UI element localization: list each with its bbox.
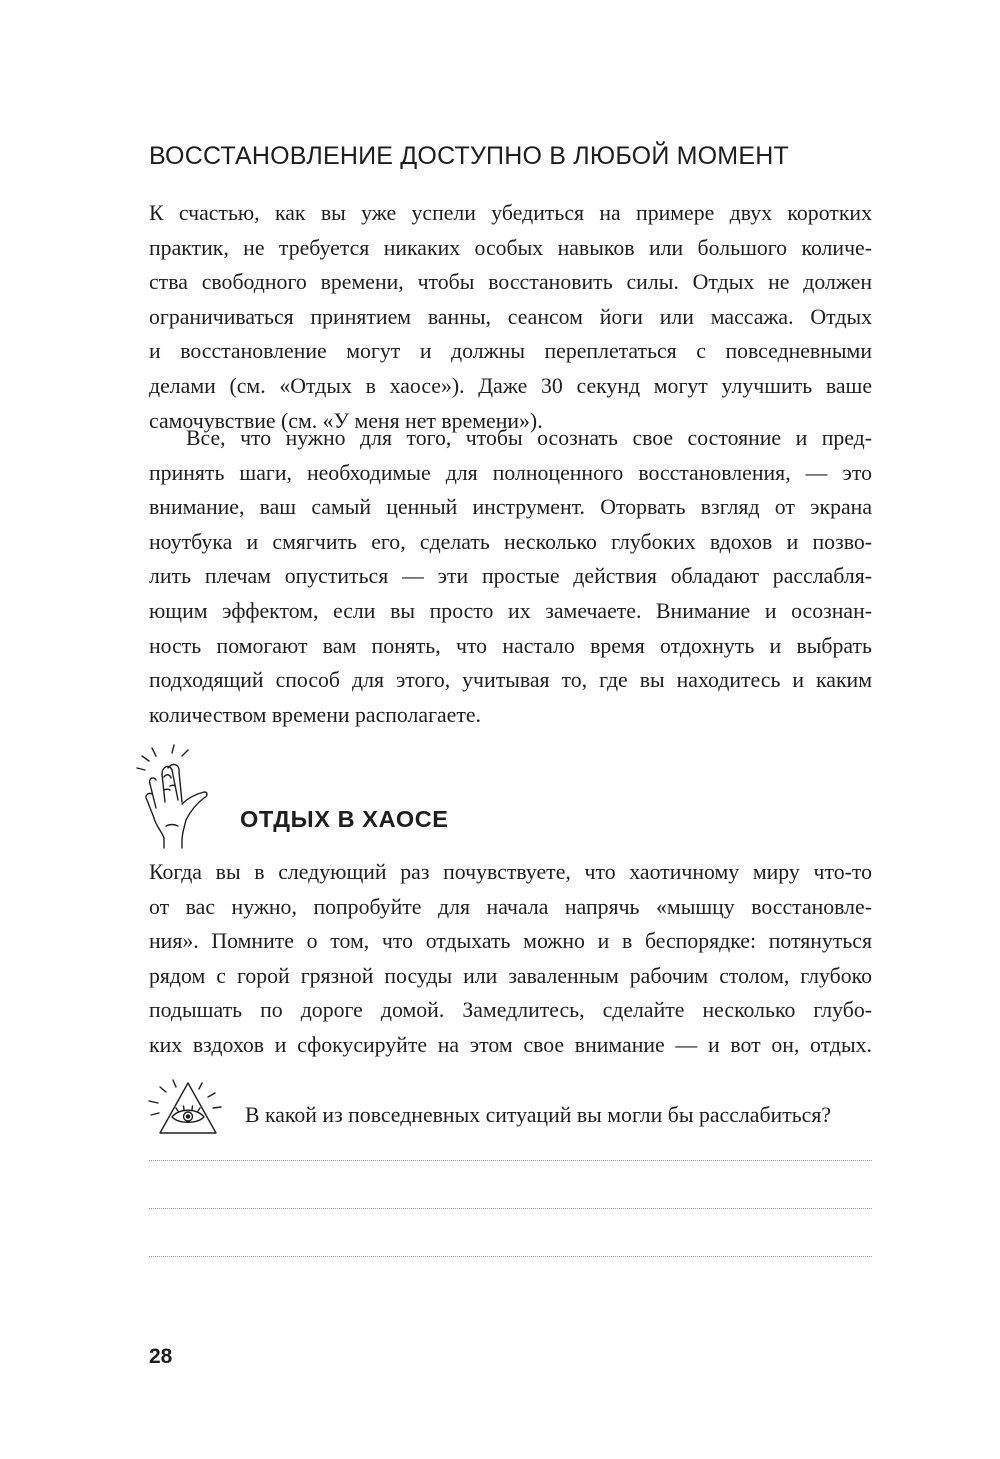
paragraph-2 [149, 421, 872, 732]
paragraph-line: от вас нужно, попробуйте для начала напрячь «мышцу восстановле- [149, 894, 872, 919]
paragraph-line: ства свободного времени, чтобы восстановить силы. Отдых не должен [149, 270, 872, 295]
paragraph-line: ющим эффектом, если вы просто их замечаете. Внимание и осознан- [149, 598, 872, 623]
paragraph-line: делами (см. «Отдых в хаосе»). Даже 30 секунд могут улучшить ваше [149, 373, 872, 398]
paragraph-line: ограничиваться принятием ванны, сеансом йоги или массажа. Отдых [149, 304, 872, 329]
paragraph-1 [149, 196, 872, 438]
box-title: ОТДЫХ В ХАОСЕ [240, 806, 449, 832]
paragraph-line: Когда вы в следующий раз почувствуете, что хаотичному миру что-то [149, 860, 872, 884]
paragraph-line: количеством времени располагаете. [149, 702, 482, 727]
paragraph-line: внимание, ваш самый ценный инструмент. Оторвать взгляд от экрана [149, 495, 872, 520]
answer-line[interactable] [149, 1256, 872, 1257]
paragraph-line: ния». Помните о том, что отдыхать можно и в беспорядке: потянуться [149, 929, 872, 954]
paragraph-line: Все, что нужно для того, чтобы осознать свое состояние и пред- [186, 426, 872, 450]
paragraph-line: лить плечам опуститься — эти простые действия обладают расслабля- [149, 564, 872, 589]
paragraph-line: принять шаги, необходимые для полноценного восстановления, — это [149, 460, 872, 485]
answer-line[interactable] [149, 1160, 872, 1161]
eye-triangle-icon [145, 1077, 225, 1139]
paragraph-line: рядом с горой грязной посуды или заваленным рабочим столом, глубоко [149, 963, 872, 988]
paragraph-line: К счастью, как вы уже успели убедиться на примере двух коротких [149, 201, 872, 225]
hand-gesture-icon [134, 742, 218, 850]
paragraph-3 [149, 855, 872, 1063]
paragraph-line: подышать по дороге домой. Замедлитесь, сделайте несколько глубо- [149, 998, 872, 1023]
paragraph-line: и восстановление могут и должны переплетаться с повседневными [149, 339, 872, 364]
paragraph-line: подходящий способ для этого, учитывая то, где вы находитесь и каким [149, 668, 872, 693]
paragraph-line: ноутбука и смягчить его, сделать несколько глубоких вдохов и позво- [149, 529, 872, 554]
answer-line[interactable] [149, 1208, 872, 1209]
paragraph-line: практик, не требуется никаких особых навыков или большого количе- [149, 235, 872, 260]
paragraph-line: ность помогают вам понять, что настало время отдохнуть и выбрать [149, 633, 872, 658]
page-number: 28 [149, 1345, 173, 1368]
section-title: ВОССТАНОВЛЕНИЕ ДОСТУПНО В ЛЮБОЙ МОМЕНТ [149, 142, 789, 170]
paragraph-line: ких вздохов и сфокусируйте на этом свое внимание — и вот он, отдых. [149, 1032, 872, 1057]
paragraph-line: самочувствие (см. «У меня нет времени»). [149, 408, 543, 433]
reflection-question: В какой из повседневных ситуаций вы могли бы расслабиться? [245, 1103, 832, 1127]
